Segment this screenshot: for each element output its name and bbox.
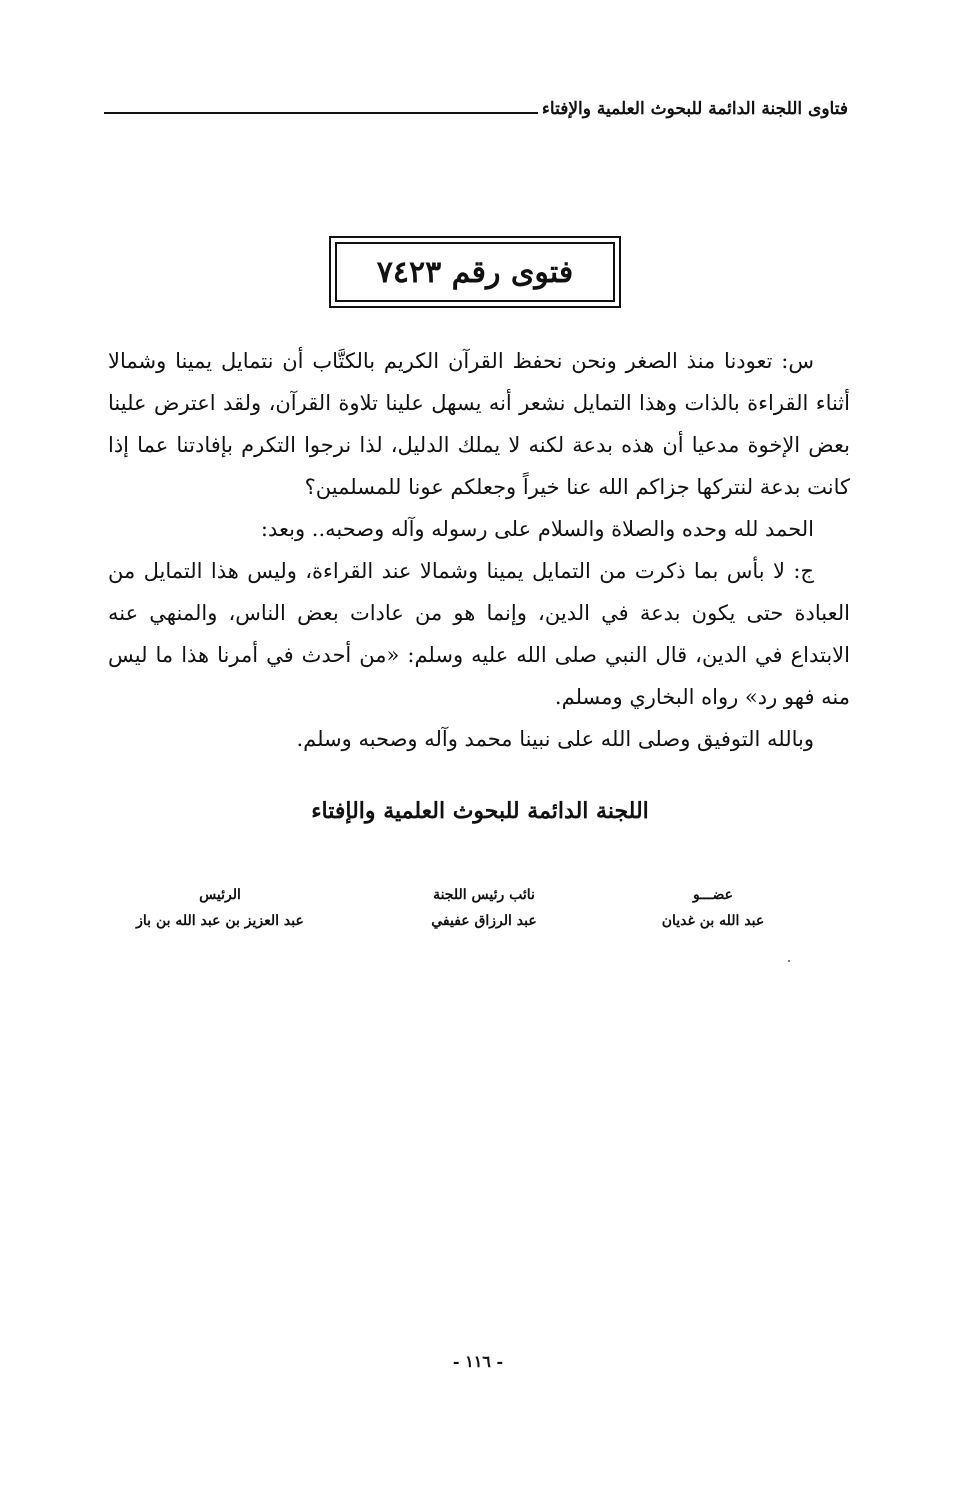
deputy-role: نائب رئيس اللجنة: [433, 887, 535, 903]
closing-line: وبالله التوفيق وصلى الله على نبينا محمد وآله وصحبه وسلم.: [296, 727, 814, 751]
member-role: عضـــو: [692, 887, 734, 903]
fatwa-body: [108, 340, 850, 760]
fatwa-title-box: [329, 236, 621, 308]
signatures-row: [110, 882, 788, 934]
question-paragraph: س: تعودنا منذ الصغر ونحن نحفظ القرآن الكريم بالكتَّاب أن نتمايل يمينا وشمالا أثناء القراءة بالذات وهذا التمايل نشعر أنه يسهل علينا تلاوة القرآن، ولقد اعترض علينا بعض الإخوة مدعيا أن هذه بدعة لكنه لا يملك الدليل، لذا نرجوا التكرم بإفادتنا عما إذا كانت بدعة لنتركها جزاكم الله عنا خيراً وجعلكم عونا للمسلمين؟: [108, 349, 850, 499]
praise-line: الحمد لله وحده والصلاة والسلام على رسوله وآله وصحبه.. وبعد:: [260, 517, 814, 541]
deputy-name: عبد الرزاق عفيفي: [431, 913, 537, 929]
speck-mark: [788, 960, 790, 962]
signature-member: [638, 882, 788, 934]
signature-deputy: [399, 882, 569, 934]
fatwa-title: فتوى رقم ٧٤٢٣: [335, 242, 615, 302]
signature-chair: [110, 882, 330, 934]
member-name: عبد الله بن غديان: [661, 913, 765, 929]
header-rule: [104, 112, 538, 114]
chair-name: عبد العزيز بن عبد الله بن باز: [136, 913, 304, 929]
page-number: - ١١٦ -: [452, 1352, 504, 1371]
running-header: [104, 88, 848, 118]
committee-name: اللجنة الدائمة للبحوث العلمية والإفتاء: [311, 798, 649, 824]
running-title: فتاوى اللجنة الدائمة للبحوث العلمية والإفتاء: [541, 99, 848, 119]
chair-role: الرئيس: [199, 887, 241, 903]
answer-paragraph: ج: لا بأس بما ذكرت من التمايل يمينا وشمالا عند القراءة، وليس هذا التمايل من العبادة حتى يكون بدعة في الدين، وإنما هو من عادات بعض الناس، والمنهي عنه الابتداع في الدين، قال النبي صلى الله عليه وسلم: «من أحدث في أمرنا هذا ما ليس منه فهو رد» رواه البخاري ومسلم.: [108, 559, 850, 709]
